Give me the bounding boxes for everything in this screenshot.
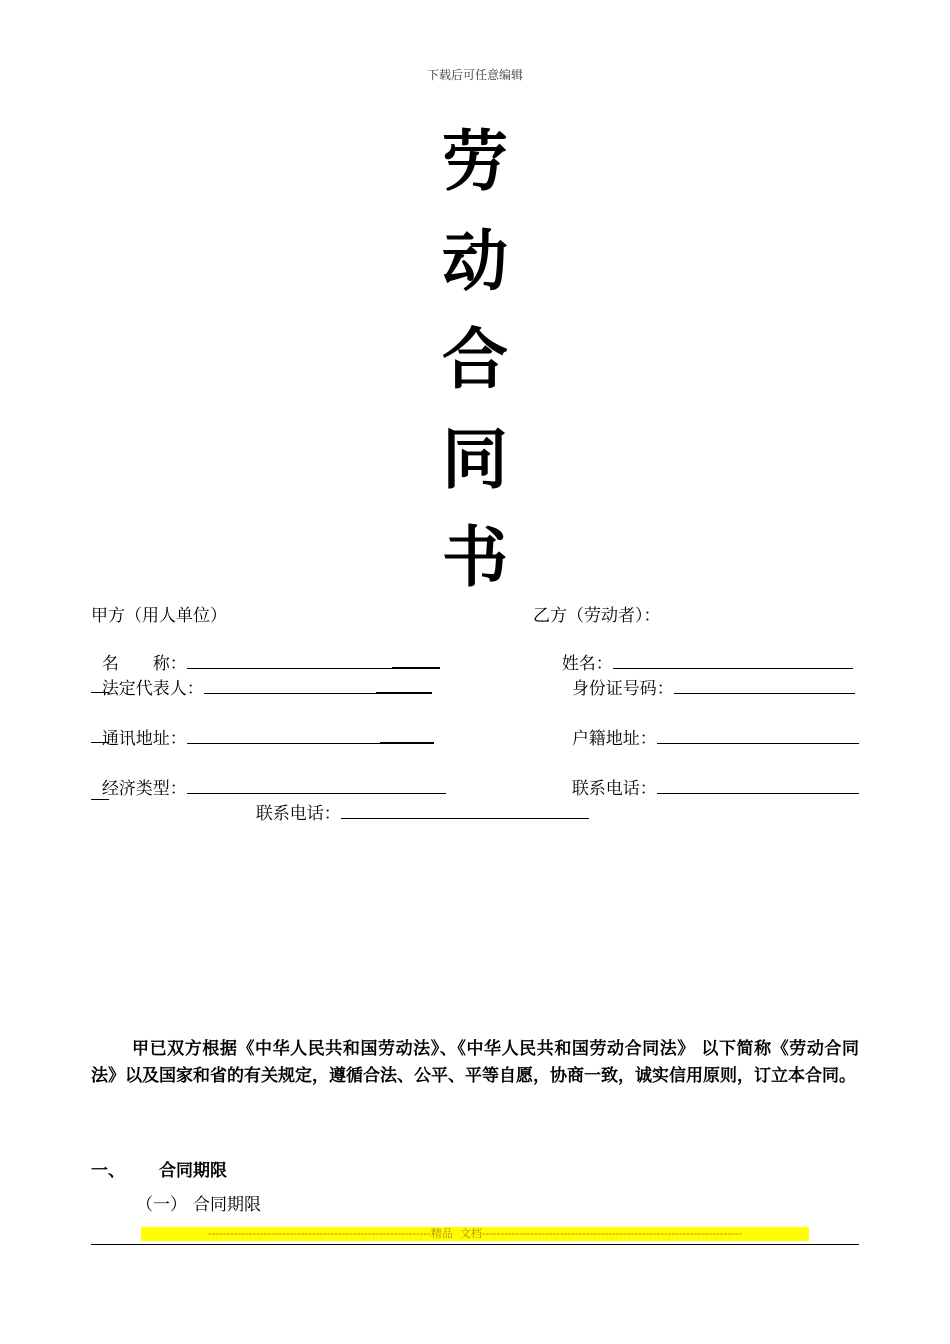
party-b-household-label: 户籍地址： [571, 729, 657, 749]
party-a-address-blank[interactable] [187, 729, 380, 744]
party-b-id-blank[interactable] [674, 679, 855, 694]
party-b-id-label: 身份证号码： [571, 679, 674, 699]
party-b-phone-row [561, 756, 859, 800]
title-char-5: 书 [442, 519, 508, 596]
party-a-phone-label: 联系电话： [255, 804, 341, 824]
section-1-number: 一、 [91, 1161, 125, 1181]
party-a-legal-rep-label: 法定代表人： [101, 679, 204, 699]
party-a-address-label: 通讯地址： [101, 729, 187, 749]
party-a-legal-rep-blank[interactable] [204, 679, 376, 694]
party-a-econ-label: 经济类型： [101, 779, 187, 799]
party-b-name-label: 姓名： [561, 654, 613, 674]
party-b-id-row [561, 656, 855, 700]
title-char-4: 同 [442, 421, 508, 498]
party-a-phone-blank[interactable] [341, 804, 589, 819]
title-char-2: 动 [442, 223, 508, 300]
title-char-3: 合 [442, 321, 508, 398]
title-char-1: 劳 [442, 123, 508, 200]
party-b-household-row [561, 706, 859, 750]
subsection-1-title: 合同期限 [193, 1195, 261, 1215]
party-a-phone-row [245, 781, 589, 825]
section-1-title: 合同期限 [159, 1161, 227, 1181]
wrap-underline-2 [91, 742, 109, 743]
footer-watermark-band: ------------------------------------------------------------精品 文档---------------------------------------------------------------------- [141, 1227, 809, 1241]
wrap-underline-3 [91, 799, 109, 800]
header-note: 下载后可任意编辑 [426, 68, 523, 82]
party-a-name-label: 名 称： [101, 654, 187, 674]
party-a-legal-rep-row [91, 656, 432, 700]
party-a-legal-rep-blank-end [376, 678, 432, 694]
party-a-address-row [91, 706, 434, 750]
party-b-heading: 乙方（劳动者）： [533, 606, 661, 626]
party-a-address-blank-end [380, 728, 434, 744]
wrap-underline-1 [91, 692, 109, 693]
party-b-phone-blank[interactable] [657, 779, 859, 794]
footer-divider [91, 1244, 859, 1245]
subsection-1-number: （一） [136, 1195, 187, 1215]
party-b-household-blank[interactable] [657, 729, 859, 744]
preamble-paragraph: 甲已双方根据《中华人民共和国劳动法》、《中华人民共和国劳动合同法》 以下简称《劳动合同法》以及国家和省的有关规定，遵循合法、公平、平等自愿，协商一致，诚实信用原则，订立本合同。 [91, 1039, 859, 1086]
party-b-phone-label: 联系电话： [571, 779, 657, 799]
party-a-heading: 甲方（用人单位） [91, 606, 227, 626]
